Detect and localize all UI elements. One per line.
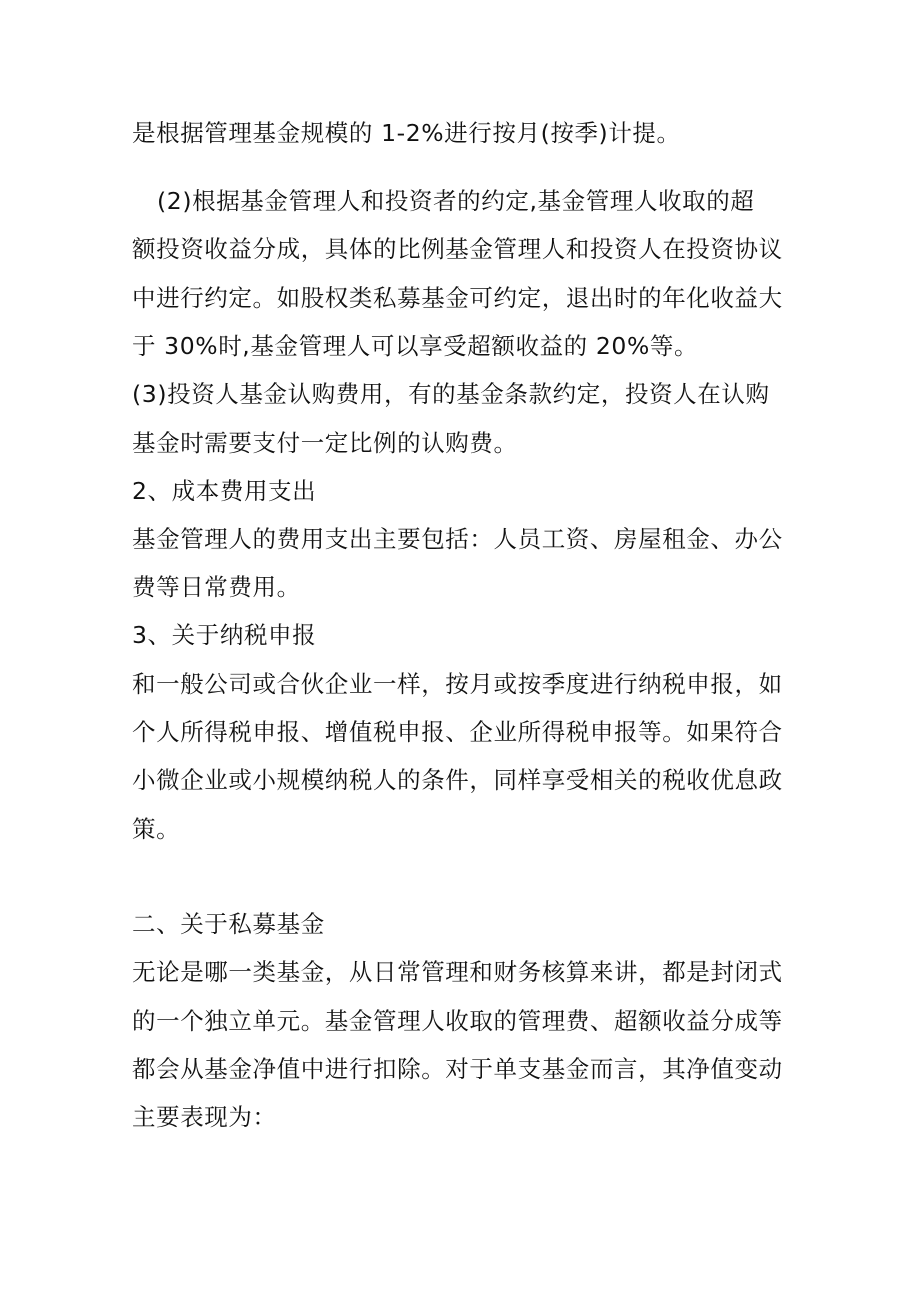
- paragraph-line-3: 额投资收益分成，具体的比例基金管理人和投资人在投资协议: [132, 235, 783, 263]
- paragraph-line-10: 费等日常费用。: [132, 573, 301, 601]
- paragraph-line-6: (3)投资人基金认购费用，有的基金条款约定，投资人在认购: [132, 380, 770, 408]
- paragraph-line-18: 的一个独立单元。基金管理人收取的管理费、超额收益分成等: [132, 1007, 783, 1035]
- paragraph-line-2: (2)根据基金管理人和投资者的约定,基金管理人收取的超: [157, 187, 755, 215]
- paragraph-line-17: 无论是哪一类基金，从日常管理和财务核算来讲，都是封闭式: [132, 958, 783, 986]
- paragraph-line-19: 都会从基金净值中进行扣除。对于单支基金而言，其净值变动: [132, 1055, 783, 1083]
- section-heading-2: 2、成本费用支出: [132, 477, 317, 505]
- paragraph-line-7: 基金时需要支付一定比例的认购费。: [132, 429, 518, 457]
- paragraph-line-13: 个人所得税申报、增值税申报、企业所得税申报等。如果符合: [132, 718, 783, 746]
- paragraph-line-5: 于 30%时,基金管理人可以享受超额收益的 20%等。: [132, 332, 699, 360]
- section-heading-3: 3、关于纳税申报: [132, 621, 317, 649]
- paragraph-line-14: 小微企业或小规模纳税人的条件，同样享受相关的税收优息政: [132, 766, 783, 794]
- paragraph-line-15: 策。: [132, 815, 181, 843]
- paragraph-line-1: 是根据管理基金规模的 1-2%进行按月(按季)计提。: [132, 119, 681, 147]
- section-heading-private-fund: 二、关于私募基金: [132, 910, 325, 938]
- paragraph-line-9: 基金管理人的费用支出主要包括：人员工资、房屋租金、办公: [132, 525, 783, 553]
- paragraph-line-4: 中进行约定。如股权类私募基金可约定，退出时的年化收益大: [132, 284, 783, 312]
- paragraph-line-20: 主要表现为：: [132, 1103, 277, 1131]
- paragraph-line-12: 和一般公司或合伙企业一样，按月或按季度进行纳税申报，如: [132, 670, 783, 698]
